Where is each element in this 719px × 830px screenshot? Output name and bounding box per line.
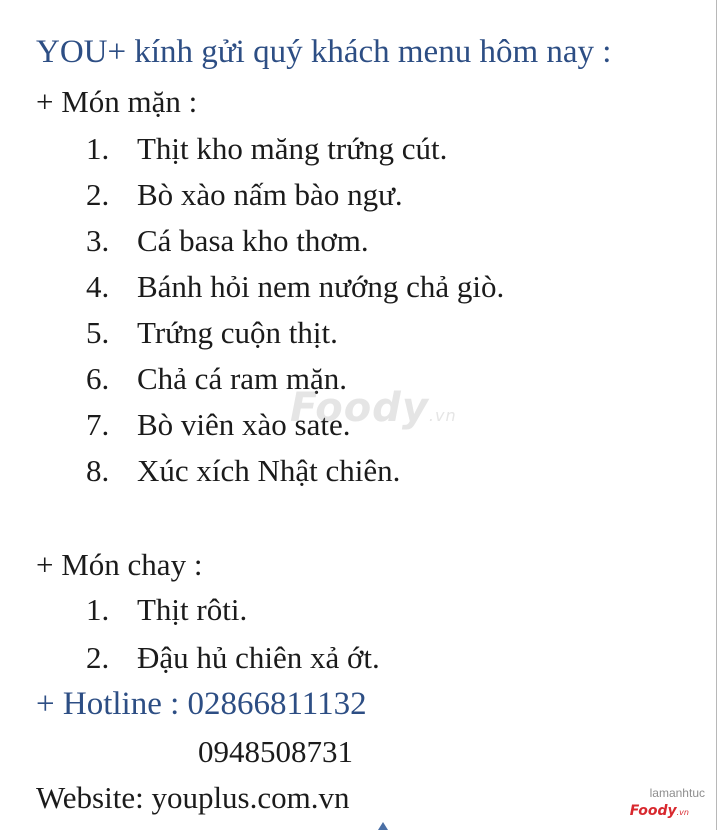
list-item bbox=[0, 640, 719, 676]
item-number: 7. bbox=[86, 407, 110, 442]
hotline-primary: + Hotline : 02866811132 bbox=[36, 686, 367, 722]
website-text: Website: youplus.com.vn bbox=[36, 780, 350, 815]
item-number: 4. bbox=[86, 269, 110, 304]
section-heading-mon-man: + Món mặn : bbox=[36, 84, 198, 119]
menu-title: YOU+ kính gửi quý khách menu hôm nay : bbox=[36, 34, 612, 70]
list-item bbox=[0, 315, 719, 351]
item-number: 8. bbox=[86, 453, 110, 488]
item-text: Bò viên xào sate. bbox=[137, 407, 351, 442]
item-number: 1. bbox=[86, 131, 110, 166]
item-text: Đậu hủ chiên xả ớt. bbox=[137, 640, 380, 675]
list-item bbox=[0, 453, 719, 489]
brand-suffix: .vn bbox=[676, 808, 689, 817]
item-text: Xúc xích Nhật chiên. bbox=[137, 453, 401, 488]
list-item bbox=[0, 223, 719, 259]
list-item bbox=[0, 269, 719, 305]
list-item bbox=[0, 177, 719, 213]
section-heading-mon-chay: + Món chay : bbox=[36, 547, 203, 582]
item-number: 5. bbox=[86, 315, 110, 350]
item-text: Cá basa kho thơm. bbox=[137, 223, 369, 258]
item-number: 1. bbox=[86, 592, 110, 627]
item-number: 3. bbox=[86, 223, 110, 258]
item-text: Thịt kho măng trứng cút. bbox=[137, 131, 448, 166]
watermark-suffix: .vn bbox=[428, 406, 457, 425]
watermark-text: Foody bbox=[290, 385, 429, 431]
item-text: Bò xào nấm bào ngư. bbox=[137, 177, 403, 212]
triangle-marker-icon bbox=[378, 822, 388, 830]
item-text: Bánh hỏi nem nướng chả giò. bbox=[137, 269, 505, 304]
item-text: Trứng cuộn thịt. bbox=[137, 315, 338, 350]
hotline-secondary: 0948508731 bbox=[198, 734, 353, 769]
brand-text: Foody bbox=[629, 803, 677, 819]
list-item bbox=[0, 131, 719, 167]
item-text: Chả cá ram mặn. bbox=[137, 361, 348, 396]
item-number: 6. bbox=[86, 361, 110, 396]
item-number: 2. bbox=[86, 177, 110, 212]
foody-watermark bbox=[290, 385, 457, 431]
foody-logo bbox=[630, 803, 689, 819]
item-text: Thịt rôti. bbox=[137, 592, 248, 627]
list-item bbox=[0, 592, 719, 628]
item-number: 2. bbox=[86, 640, 110, 675]
photo-credit-user: lamanhtuc bbox=[649, 786, 705, 800]
